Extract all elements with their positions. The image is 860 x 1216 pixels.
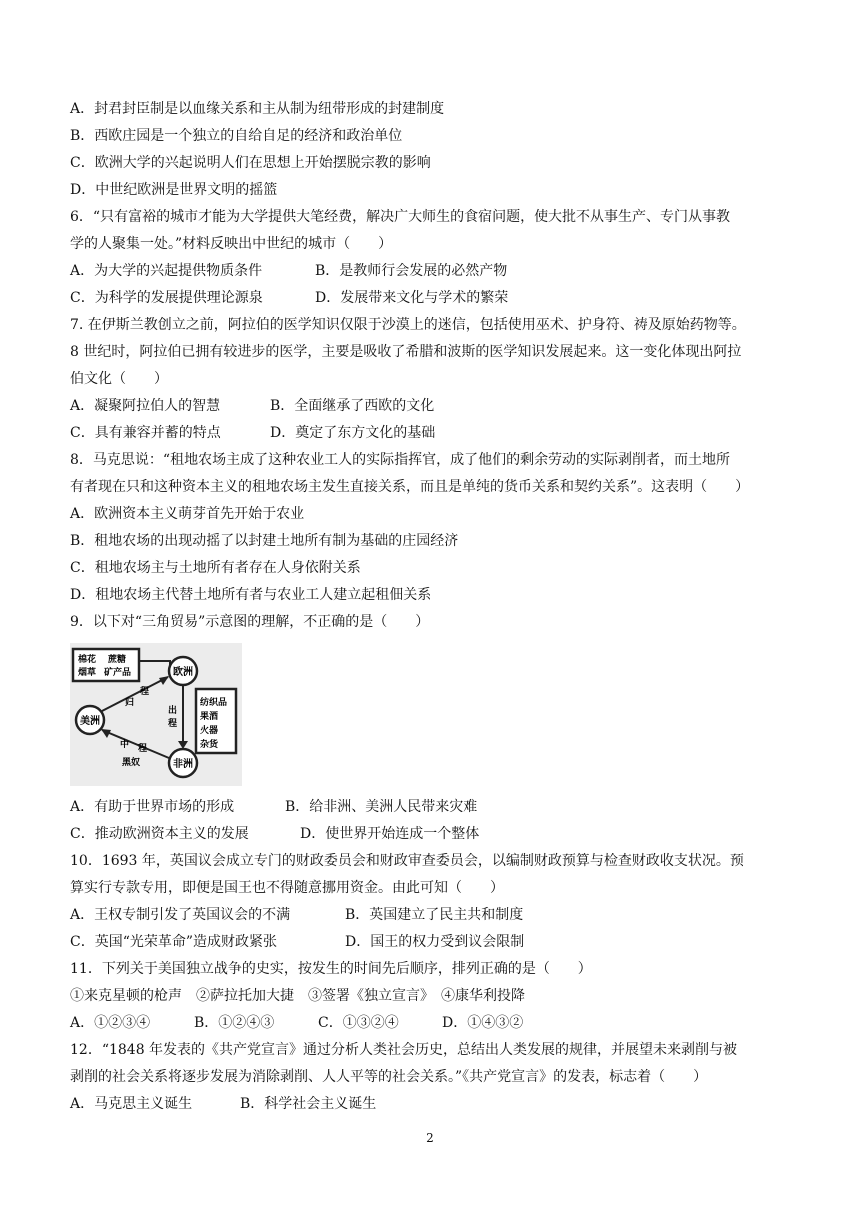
q5-option-b: B．西欧庄园是一个独立的自给自足的经济和政治单位 <box>70 128 403 144</box>
q10-options-row-1 <box>70 906 523 924</box>
outbound-route-char-2: 程 <box>168 719 178 729</box>
europe-goods-3: 火器 <box>200 726 219 736</box>
q6-stem-line-2: 学的人聚集一处。”材料反映出中世纪的城市（ ） <box>70 236 393 252</box>
q6-option-d: D．发展带来文化与学术的繁荣 <box>315 290 509 306</box>
q7-option-c: C．具有兼容并蓄的特点 <box>70 425 221 441</box>
q12-stem-line-1: 12．“1848 年发表的《共产党宣言》通过分析人类社会历史，总结出人类发展的规律，并展望未来剥削与被 <box>70 1042 738 1058</box>
q7-options-row-1 <box>70 397 434 415</box>
triangular-trade-diagram <box>70 643 242 786</box>
q10-stem-line-1: 10．1693 年，英国议会成立专门的财政委员会和财政审查委员会，以编制财政预算与检查财政收支状况。预 <box>70 853 744 869</box>
q11-events: ①来克星顿的枪声 ②萨拉托加大捷 ③签署《独立宣言》 ④康华利投降 <box>70 988 525 1004</box>
america-goods-1: 棉花 <box>78 655 97 665</box>
america-goods-3: 烟草 <box>78 668 97 678</box>
q8-option-b: B．租地农场的出现动摇了以封建土地所有制为基础的庄园经济 <box>70 533 459 549</box>
q10-option-c: C．英国“光荣革命”造成财政紧张 <box>70 934 278 950</box>
q10-option-a: A．王权专制引发了英国议会的不满 <box>70 907 291 923</box>
q10-option-d: D．国王的权力受到议会限制 <box>345 934 525 950</box>
q7-option-b: B．全面继承了西欧的文化 <box>270 398 435 414</box>
middle-route-char-1: 中 <box>120 740 130 750</box>
q5-option-a: A．封君封臣制是以血缘关系和主从制为纽带形成的封建制度 <box>70 101 445 117</box>
q7-stem-line-2: 8 世纪时，阿拉伯已拥有较进步的医学，主要是吸收了希腊和波斯的医学知识发展起来。这一变化体现出阿拉 <box>70 344 742 360</box>
q6-options-row-1 <box>70 262 507 280</box>
q11-option-a: A．①②③④ <box>70 1015 151 1031</box>
return-route-char-2: 归 <box>125 698 135 708</box>
q8-option-d: D．租地农场主代替土地所有者与农业工人建立起租佃关系 <box>70 587 432 603</box>
q9-option-a: A．有助于世界市场的形成 <box>70 799 235 815</box>
america-label: 美洲 <box>80 716 100 727</box>
q6-option-b: B．是教师行会发展的必然产物 <box>315 263 508 279</box>
q10-stem-line-2: 算实行专款专用，即便是国王也不得随意挪用资金。由此可知（ ） <box>70 880 504 896</box>
page-number: 2 <box>426 1131 434 1145</box>
q7-stem-line-3: 伯文化（ ） <box>70 371 168 387</box>
europe-goods-4: 杂货 <box>200 740 219 750</box>
q12-stem-line-2: 剥削的社会关系将逐步发展为消除剥削、人人平等的社会关系。”《共产党宣言》的发表，标志着（ ） <box>70 1069 708 1085</box>
q11-option-d: D．①④③② <box>442 1015 524 1031</box>
america-goods-4: 矿产品 <box>104 668 132 678</box>
outbound-route-char-1: 出 <box>168 706 178 716</box>
q10-option-b: B．英国建立了民主共和制度 <box>345 907 524 923</box>
middle-route-char-2: 程 <box>138 744 148 754</box>
q10-options-row-2 <box>70 933 524 951</box>
q6-stem-line-1: 6．“只有富裕的城市才能为大学提供大笔经费，解决广大师生的食宿问题，使大批不从事生产、专门从事教 <box>70 209 731 225</box>
q9-option-b: B．给非洲、美洲人民带来灾难 <box>285 799 478 815</box>
triangular-trade-svg <box>70 643 242 786</box>
q11-options-row <box>70 1014 523 1032</box>
q9-options-row-2 <box>70 825 479 843</box>
q7-options-row-2 <box>70 424 435 442</box>
q11-option-c: C．①③②④ <box>318 1015 399 1031</box>
q5-option-c: C．欧洲大学的兴起说明人们在思想上开始摆脱宗教的影响 <box>70 155 431 171</box>
q6-options-row-2 <box>70 289 508 307</box>
q8-option-c: C．租地农场主与土地所有者存在人身依附关系 <box>70 560 361 576</box>
africa-label: 非洲 <box>173 759 193 770</box>
q7-option-d: D．奠定了东方文化的基础 <box>270 425 436 441</box>
q8-stem-line-2: 有者现在只和这种资本主义的租地农场主发生直接关系，而且是单纯的货币关系和契约关系”。这表明（ ） <box>70 479 750 495</box>
return-route-char-1: 程 <box>140 687 150 697</box>
q8-stem-line-1: 8．马克思说：“租地农场主成了这种农业工人的实际指挥官，成了他们的剩余劳动的实际剥削者，而土地所 <box>70 452 731 468</box>
q6-option-a: A．为大学的兴起提供物质条件 <box>70 263 263 279</box>
america-goods-2: 蔗糖 <box>108 655 127 665</box>
q12-option-a: A．马克思主义诞生 <box>70 1096 193 1112</box>
europe-goods-1: 纺织品 <box>200 698 228 708</box>
q7-option-a: A．凝聚阿拉伯人的智慧 <box>70 398 221 414</box>
q9-stem: 9．以下对“三角贸易”示意图的理解，不正确的是（ ） <box>70 614 430 630</box>
europe-label: 欧洲 <box>173 667 193 678</box>
europe-goods-2: 果酒 <box>200 712 219 722</box>
q11-option-b: B．①②④③ <box>194 1015 275 1031</box>
q9-option-c: C．推动欧洲资本主义的发展 <box>70 826 249 842</box>
q5-option-d: D．中世纪欧洲是世界文明的摇篮 <box>70 182 278 198</box>
middle-route-cargo: 黑奴 <box>122 758 141 768</box>
q6-option-c: C．为科学的发展提供理论源泉 <box>70 290 263 306</box>
q9-option-d: D．使世界开始连成一个整体 <box>300 826 480 842</box>
q12-option-b: B．科学社会主义诞生 <box>240 1096 377 1112</box>
q8-option-a: A．欧洲资本主义萌芽首先开始于农业 <box>70 506 305 522</box>
q12-options-row <box>70 1095 376 1113</box>
q11-stem: 11．下列关于美国独立战争的史实，按发生的时间先后顺序，排列正确的是（ ） <box>70 961 592 977</box>
q7-stem-line-1: 7. 在伊斯兰教创立之前，阿拉伯的医学知识仅限于沙漠上的迷信，包括使用巫术、护身符、祷及原始药物等。 <box>70 317 746 333</box>
q9-options-row-1 <box>70 798 477 816</box>
